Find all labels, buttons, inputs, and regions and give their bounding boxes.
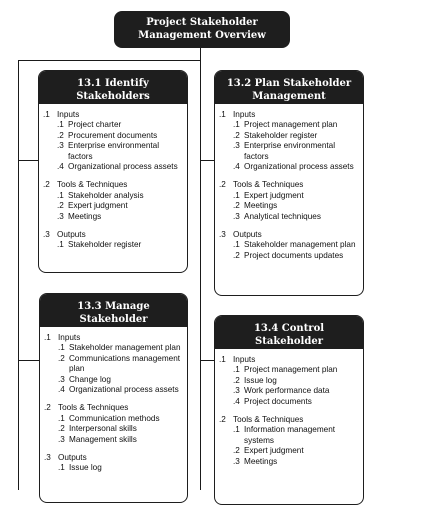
- connector-to-card-13-3: [18, 360, 39, 361]
- item-text: Stakeholder management plan: [244, 240, 356, 250]
- item-text: Communication methods: [69, 413, 160, 423]
- list-item: [44, 343, 183, 353]
- card-title-line2: Management: [252, 91, 326, 102]
- item-number: .4: [57, 162, 64, 172]
- section-label: Outputs: [57, 230, 86, 240]
- item-text: Enterprise environmental factors: [244, 141, 336, 161]
- item-number: .4: [58, 385, 65, 395]
- item-number: .1: [233, 425, 240, 435]
- card-title-line2: Engagement: [78, 327, 149, 338]
- item-number: .3: [233, 456, 240, 466]
- section-number: .3: [219, 230, 226, 240]
- connector-to-card-13-2: [200, 160, 214, 161]
- list-item: [219, 201, 359, 211]
- list-item: [44, 435, 183, 445]
- section-tools-techniques: [44, 403, 183, 445]
- section-outputs: [43, 230, 183, 251]
- list-item: [219, 376, 359, 386]
- card-13-3-manage-stakeholder-engagement: [39, 293, 188, 503]
- item-text: Expert judgment: [68, 201, 128, 211]
- list-item: [44, 375, 183, 385]
- list-item: [219, 365, 359, 375]
- list-item: [43, 212, 183, 222]
- list-item: [44, 414, 183, 424]
- section-title: [219, 230, 359, 240]
- list-item: [43, 131, 183, 141]
- item-number: .1: [233, 240, 240, 250]
- item-text: Interpersonal skills: [69, 424, 137, 434]
- item-number: .2: [233, 201, 240, 211]
- item-text: Organizational process assets: [69, 385, 179, 395]
- list-item: [44, 385, 183, 395]
- item-number: .2: [58, 353, 65, 363]
- card-header: [39, 71, 187, 104]
- item-text: Stakeholder management plan: [69, 343, 181, 353]
- item-text: Project management plan: [244, 120, 338, 130]
- section-inputs: [44, 333, 183, 395]
- section-inputs: [219, 355, 359, 407]
- item-number: .2: [57, 201, 64, 211]
- card-title-line1: 13.2 Plan Stakeholder: [226, 78, 352, 89]
- list-item: [44, 354, 183, 375]
- section-number: .2: [219, 415, 226, 425]
- section-title: [219, 110, 359, 120]
- item-number: .2: [233, 446, 240, 456]
- item-text: Organizational process assets: [68, 162, 178, 172]
- card-body: [39, 104, 187, 263]
- section-label: Tools & Techniques: [233, 415, 304, 425]
- item-number: .3: [58, 434, 65, 444]
- section-number: .2: [219, 180, 226, 190]
- item-number: .1: [58, 413, 65, 423]
- list-item: [44, 424, 183, 434]
- list-item: [219, 457, 359, 467]
- item-text: Meetings: [68, 211, 102, 221]
- section-label: Tools & Techniques: [58, 403, 129, 413]
- section-label: Inputs: [57, 110, 80, 119]
- section-number: .1: [219, 355, 226, 364]
- item-text: Meetings: [244, 201, 278, 211]
- item-number: .4: [233, 396, 240, 406]
- list-item: [219, 212, 359, 222]
- item-text: Expert judgment: [244, 190, 304, 200]
- card-body: [40, 327, 187, 486]
- list-item: [219, 191, 359, 201]
- item-number: .1: [233, 365, 240, 375]
- overview-title: [114, 11, 290, 48]
- item-number: .3: [233, 386, 240, 396]
- item-number: .2: [233, 130, 240, 140]
- section-number: .3: [44, 453, 51, 463]
- connector-vertical-center: [200, 48, 201, 490]
- section-number: .3: [43, 230, 50, 240]
- connector-horizontal-top: [18, 60, 201, 61]
- card-title-line1: 13.1 Identify: [77, 78, 149, 89]
- section-number: .2: [43, 180, 50, 190]
- connector-to-card-13-4: [200, 360, 214, 361]
- list-item: [43, 191, 183, 201]
- list-item: [219, 397, 359, 407]
- card-header: [215, 71, 363, 104]
- item-number: .1: [58, 463, 65, 473]
- section-label: Outputs: [58, 453, 87, 463]
- card-body: [215, 349, 363, 479]
- item-text: Project documents updates: [244, 250, 344, 260]
- item-text: Organizational process assets: [244, 162, 354, 172]
- card-title-line1: 13.3 Manage Stakeholder: [77, 301, 150, 325]
- section-tools-techniques: [43, 180, 183, 222]
- item-number: .2: [58, 424, 65, 434]
- section-inputs: [43, 110, 183, 172]
- list-item: [219, 131, 359, 141]
- connector-to-card-13-1: [18, 160, 38, 161]
- list-item: [219, 425, 359, 446]
- card-title-line2: Engagement: [253, 349, 325, 360]
- item-number: .3: [233, 211, 240, 221]
- section-label: Outputs: [233, 230, 262, 240]
- section-number: .1: [219, 110, 226, 119]
- list-item: [219, 120, 359, 130]
- item-text: Project charter: [68, 120, 122, 130]
- section-label: Tools & Techniques: [57, 180, 128, 190]
- item-text: Project documents: [244, 396, 312, 406]
- item-number: .2: [233, 250, 240, 260]
- section-label: Inputs: [233, 110, 256, 119]
- item-text: Work performance data: [244, 386, 330, 396]
- item-number: .4: [233, 162, 240, 172]
- card-title-line1: 13.4 Control Stakeholder: [253, 323, 325, 347]
- item-text: Project management plan: [244, 365, 338, 375]
- list-item: [44, 463, 183, 473]
- section-title: [44, 453, 183, 463]
- card-title-line2: Stakeholders: [76, 91, 150, 102]
- item-number: .3: [57, 211, 64, 221]
- section-label: Inputs: [233, 355, 256, 364]
- connector-vertical-left: [18, 60, 19, 490]
- section-outputs: [219, 230, 359, 261]
- list-item: [219, 141, 359, 162]
- item-text: Change log: [69, 374, 111, 384]
- item-number: .1: [57, 190, 64, 200]
- item-text: Issue log: [69, 463, 102, 473]
- card-13-2-plan-stakeholder-management: [214, 70, 364, 296]
- list-item: [43, 240, 183, 250]
- item-number: .1: [233, 120, 240, 130]
- item-text: Analytical techniques: [244, 211, 321, 221]
- list-item: [43, 141, 183, 162]
- item-number: .3: [58, 374, 65, 384]
- item-number: .3: [233, 141, 240, 151]
- section-outputs: [44, 453, 183, 474]
- item-text: Information management systems: [244, 425, 336, 445]
- list-item: [43, 120, 183, 130]
- list-item: [219, 162, 359, 172]
- item-text: Procurement documents: [68, 130, 158, 140]
- section-inputs: [219, 110, 359, 172]
- section-number: .1: [43, 110, 50, 119]
- list-item: [43, 201, 183, 211]
- card-body: [215, 104, 363, 273]
- item-text: Management skills: [69, 434, 137, 444]
- overview-title-line2: Management Overview: [138, 30, 266, 41]
- section-number: .2: [44, 403, 51, 413]
- item-text: Stakeholder register: [244, 130, 318, 140]
- item-text: Stakeholder analysis: [68, 190, 144, 200]
- section-title: [43, 180, 183, 190]
- item-text: Meetings: [244, 456, 278, 466]
- section-title: [219, 415, 359, 425]
- list-item: [43, 162, 183, 172]
- section-label: Inputs: [58, 333, 81, 342]
- overview-title-line1: Project Stakeholder: [146, 17, 258, 28]
- item-number: .1: [233, 190, 240, 200]
- section-tools-techniques: [219, 180, 359, 222]
- card-13-4-control-stakeholder-engagement: [214, 315, 364, 505]
- list-item: [219, 386, 359, 396]
- item-number: .2: [57, 130, 64, 140]
- card-13-1-identify-stakeholders: [38, 70, 188, 273]
- section-title: [43, 110, 183, 120]
- item-number: .3: [57, 141, 64, 151]
- list-item: [219, 240, 359, 250]
- section-number: .1: [44, 333, 51, 342]
- item-text: Communications management plan: [69, 353, 181, 374]
- item-text: Issue log: [244, 375, 277, 385]
- item-text: Expert judgment: [244, 446, 304, 456]
- section-title: [219, 180, 359, 190]
- item-number: .1: [58, 343, 65, 353]
- item-number: .2: [233, 375, 240, 385]
- list-item: [219, 446, 359, 456]
- list-item: [219, 251, 359, 261]
- section-title: [43, 230, 183, 240]
- section-label: Tools & Techniques: [233, 180, 304, 190]
- item-text: Enterprise environmental factors: [68, 141, 160, 161]
- item-text: Stakeholder register: [68, 240, 142, 250]
- section-tools-techniques: [219, 415, 359, 467]
- item-number: .1: [57, 240, 64, 250]
- section-title: [44, 403, 183, 413]
- item-number: .1: [57, 120, 64, 130]
